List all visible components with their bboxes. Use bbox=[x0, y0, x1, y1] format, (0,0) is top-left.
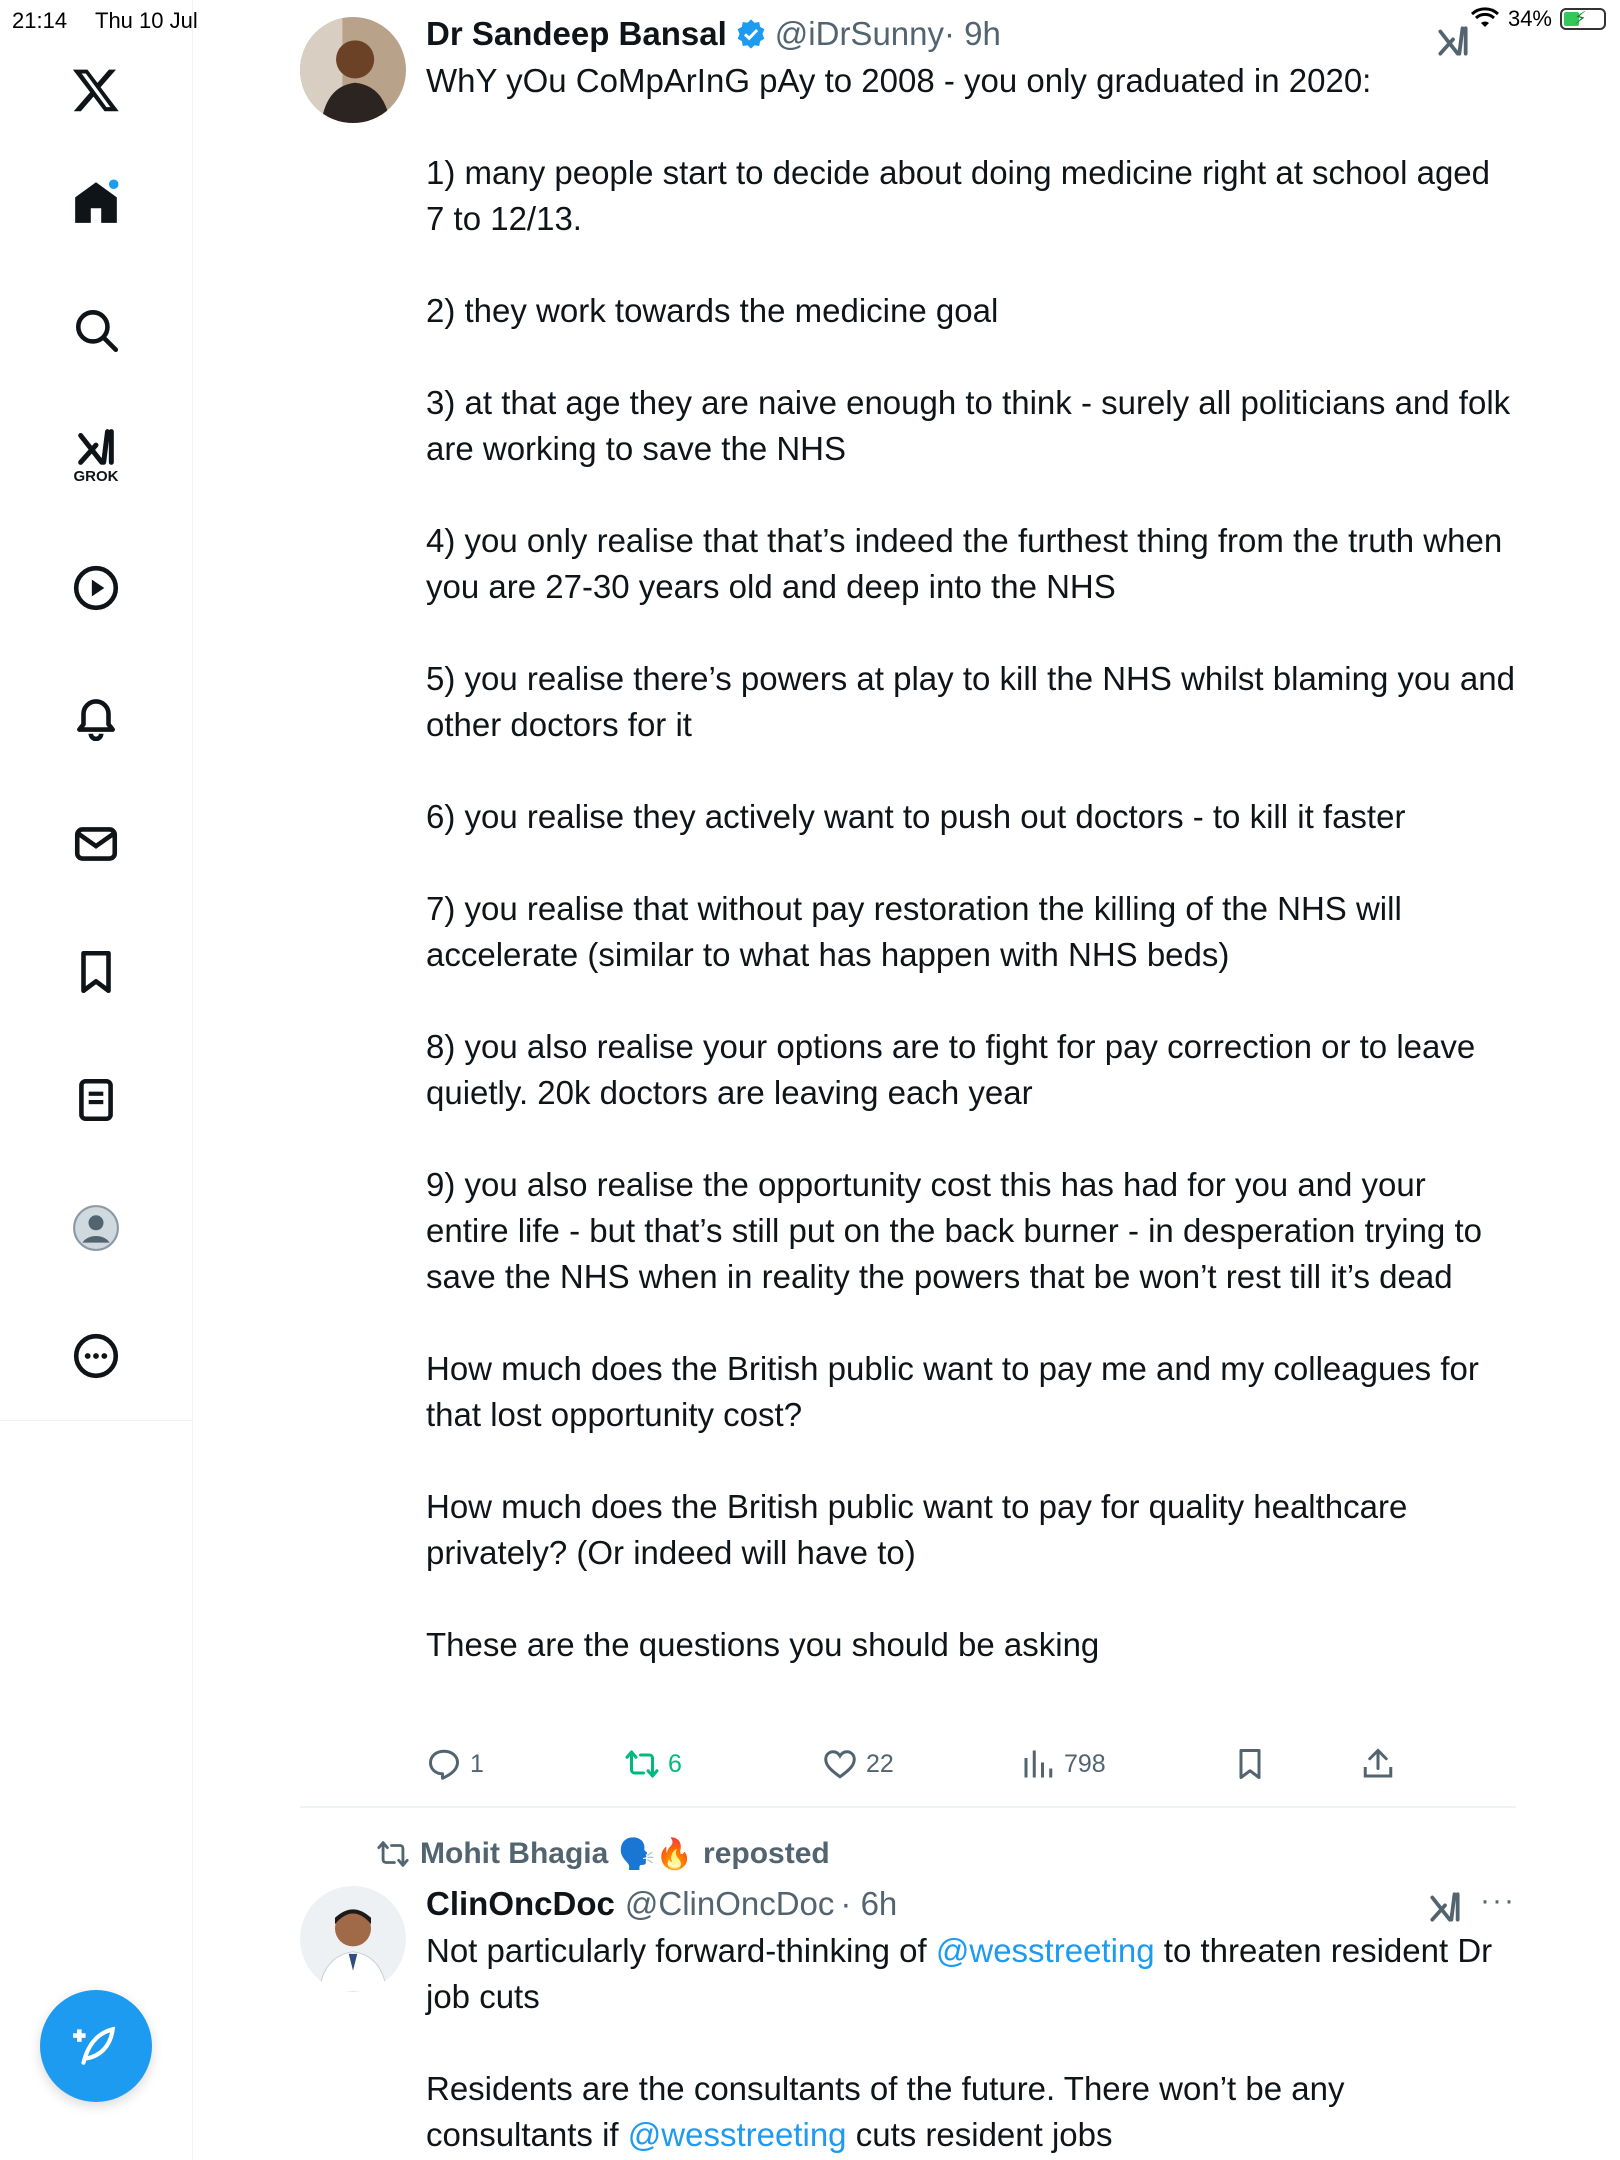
tweet-time[interactable]: · 9h bbox=[944, 15, 1001, 52]
sidebar-divider bbox=[0, 1420, 192, 1421]
views-button[interactable] bbox=[1020, 1746, 1106, 1782]
author-name[interactable]: ClinOncDoc bbox=[426, 1885, 615, 1922]
repost-count: 6 bbox=[668, 1749, 682, 1778]
grok-label: GROK bbox=[73, 467, 119, 485]
search-icon[interactable] bbox=[56, 290, 136, 370]
tweet-paragraph: 2) they work towards the medicine goal bbox=[426, 292, 999, 329]
tweet-paragraph: 9) you also realise the opportunity cost this has had for you and your entire life - but that’s still put on the back burner - in desperation trying to save the NHS when in reality the powers that be won’t rest till it’s dead bbox=[426, 1166, 1482, 1295]
tweet-paragraph: 5) you realise there’s powers at play to kill the NHS whilst blaming you and other doctors for it bbox=[426, 660, 1515, 743]
text-segment: to threaten resident Dr job cuts bbox=[426, 1932, 1493, 2015]
tweet-paragraph: 3) at that age they are naive enough to think - surely all politicians and folk are working to save the NHS bbox=[426, 384, 1511, 467]
compose-post-button[interactable] bbox=[40, 1990, 152, 2102]
bookmark-icon bbox=[1232, 1746, 1268, 1782]
reposter-name[interactable]: Mohit Bhagia bbox=[420, 1837, 609, 1870]
battery-percent: 34% bbox=[1507, 6, 1552, 31]
bookmark-button[interactable] bbox=[1232, 1746, 1268, 1782]
grok-explain-icon[interactable] bbox=[1426, 1888, 1464, 1926]
repost-button[interactable] bbox=[624, 1746, 682, 1782]
share-button[interactable] bbox=[1360, 1746, 1396, 1782]
more-options-button[interactable]: ··· bbox=[1480, 1884, 1516, 1917]
tweet-paragraph: 6) you realise they actively want to push out doctors - to kill it faster bbox=[426, 798, 1406, 835]
tweet-paragraph: 1) many people start to decide about doing medicine right at school aged 7 to 12/13. bbox=[426, 154, 1491, 237]
tweet-text bbox=[426, 58, 1516, 1668]
home-icon[interactable] bbox=[56, 162, 136, 242]
reposter-emojis: 🗣️🔥 bbox=[618, 1837, 694, 1871]
author-handle[interactable]: @ClinOncDoc bbox=[624, 1885, 835, 1922]
tweet-paragraph: 8) you also realise your options are to fight for pay correction or to leave quietly. 20k doctors are leaving each year bbox=[426, 1028, 1476, 1111]
tweet-paragraph: These are the questions you should be asking bbox=[426, 1626, 1100, 1663]
tweet-paragraph bbox=[426, 1928, 1516, 2020]
tweet-paragraph: WhY yOu CoMpArInG pAy to 2008 - you only graduated in 2020: bbox=[426, 62, 1372, 99]
status-time: 21:14 bbox=[12, 8, 68, 33]
views-chart-icon bbox=[1020, 1746, 1056, 1782]
view-count: 798 bbox=[1064, 1749, 1106, 1778]
text-segment: Residents are the consultants of the future. There won’t be any consultants if bbox=[426, 2070, 1345, 2153]
text-segment: cuts resident jobs bbox=[846, 2116, 1113, 2153]
grok-explain-icon[interactable] bbox=[1434, 22, 1472, 60]
heart-icon bbox=[822, 1746, 858, 1782]
tweet-text bbox=[426, 1928, 1516, 2158]
reply-button[interactable] bbox=[426, 1746, 484, 1782]
tweet-paragraph: How much does the British public want to pay for quality healthcare privately? (Or indeed will have to) bbox=[426, 1488, 1408, 1571]
tweet-time[interactable]: · 6h bbox=[840, 1885, 898, 1922]
video-icon[interactable] bbox=[56, 548, 136, 628]
like-button[interactable] bbox=[822, 1746, 894, 1782]
tweet-header bbox=[426, 12, 1001, 56]
battery-icon: ⚡ bbox=[1560, 8, 1606, 30]
author-avatar[interactable] bbox=[300, 17, 406, 123]
tweet-clinoncdoc[interactable] bbox=[300, 1882, 1514, 2160]
more-options-icon[interactable] bbox=[56, 1316, 136, 1396]
lists-icon[interactable] bbox=[56, 1060, 136, 1140]
tweet-divider bbox=[300, 1806, 1516, 1808]
reply-icon bbox=[426, 1746, 462, 1782]
tweet-paragraph bbox=[426, 2066, 1516, 2158]
tweet-bansal[interactable] bbox=[300, 12, 1514, 1792]
messages-envelope-icon[interactable] bbox=[56, 804, 136, 884]
repost-icon bbox=[624, 1746, 660, 1782]
like-count: 22 bbox=[866, 1749, 894, 1778]
tweet-paragraph: How much does the British public want to pay me and my colleagues for that lost opportunity cost? bbox=[426, 1350, 1479, 1433]
reply-count: 1 bbox=[470, 1749, 484, 1778]
repost-context[interactable] bbox=[376, 1834, 830, 1874]
mention-link[interactable]: @wesstreeting bbox=[627, 2116, 847, 2153]
grok-icon bbox=[73, 424, 119, 470]
sidebar bbox=[0, 0, 193, 2160]
grok-nav[interactable] bbox=[56, 414, 136, 494]
tweet-paragraph: 4) you only realise that that’s indeed the furthest thing from the truth when you are 27-30 years old and deep into the NHS bbox=[426, 522, 1503, 605]
profile-avatar-icon[interactable] bbox=[56, 1188, 136, 1268]
tweet-paragraph: 7) you realise that without pay restoration the killing of the NHS will accelerate (similar to what has happen with NHS beds) bbox=[426, 890, 1402, 973]
share-icon bbox=[1360, 1746, 1396, 1782]
repost-indicator-icon bbox=[376, 1837, 410, 1871]
bookmarks-icon[interactable] bbox=[56, 932, 136, 1012]
text-segment: Not particularly forward-thinking of bbox=[426, 1932, 936, 1969]
author-name[interactable]: Dr Sandeep Bansal bbox=[426, 15, 727, 52]
tweet-actions bbox=[426, 1746, 1426, 1794]
reposted-label: reposted bbox=[703, 1837, 830, 1870]
author-avatar[interactable] bbox=[300, 1886, 406, 1992]
mention-link[interactable]: @wesstreeting bbox=[935, 1932, 1155, 1969]
tweet-header bbox=[426, 1882, 897, 1926]
author-handle[interactable]: @iDrSunny bbox=[774, 15, 945, 52]
verified-badge-icon bbox=[735, 18, 767, 50]
notifications-bell-icon[interactable] bbox=[56, 676, 136, 756]
compose-feather-icon bbox=[71, 2021, 121, 2071]
x-logo-icon[interactable] bbox=[56, 50, 136, 130]
status-date: Thu 10 Jul bbox=[95, 8, 198, 33]
